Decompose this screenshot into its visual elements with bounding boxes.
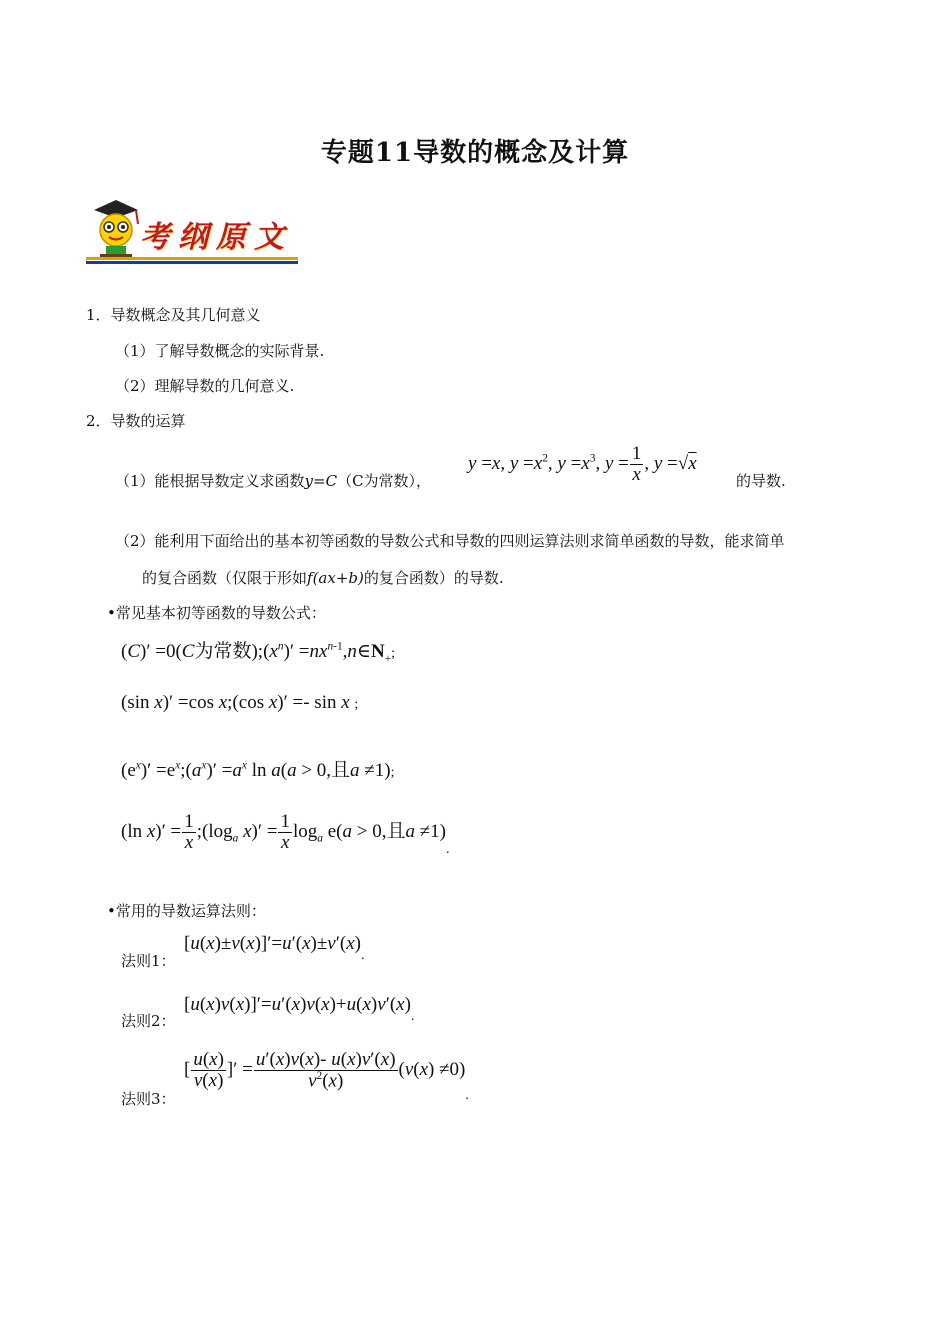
section-2-item-1 [115,470,431,491]
bullet-rules: •常用的导数运算法则： [107,902,266,920]
badge-rule-gold [86,257,298,260]
item-text: （1）能根据导数定义求函数 [115,472,305,490]
rule-2-label: 法则2： [121,1012,176,1030]
rule-2-formula: $[u(x)v(x)]'=u'(x)v(x)+u(x)v'(x)_.$ [184,994,415,1024]
badge-rule-blue [86,261,298,264]
item-text: 的复合函数）的导数. [363,569,504,587]
basic-functions-formula: y =x, $y =x^2$, $y =x^3$, y = $\frac{1}{x}$ , y =√x [468,443,697,485]
section-2-item-1-suffix: 的导数. [736,472,786,490]
syllabus-badge [86,196,300,266]
section-1-item-1: （1）了解导数概念的实际背景. [115,342,325,360]
func-y-c: y=C [304,472,338,490]
rule-1-formula: $[u(x)\pm v(x)]'=u'(x)\pm v'(x)_.$ [184,933,365,963]
section-1-heading: 1．导数概念及其几何意义 [86,306,261,324]
section-2-item-2-line1: （2）能利用下面给出的基本初等函数的导数公式和导数的四则运算法则求简单函数的导数，能求简单 [115,532,785,550]
rule-3-formula: [ $\frac{u(x)}{v(x)}$ ]′ = $\frac{u'(x)v(x)- u(x)v'(x)}{v^2(x)}$ $(v(x) \ne 0)_.$ [184,1049,469,1103]
composite-func: f(ax+b) [307,569,364,587]
rule-3-label: 法则3： [121,1090,176,1108]
page-title: 专题11导数的概念及计算 [320,138,630,168]
formula-trig: (sin x)′ =cos x;(cos x)′ =- sin x ; [121,692,359,713]
rule-1-label: 法则1： [121,952,176,970]
section-2-heading: 2．导数的运算 [86,412,186,430]
formula-constant-power: (C)′ =0(C为常数)$;(x^n)'$ $=nx^{n-1},n\in N_+$; [121,640,396,665]
bullet-formulas: •常见基本初等函数的导数公式： [107,604,326,622]
item-text: （C为常数）， [337,472,432,490]
section-1-item-2: （2）理解导数的几何意义. [115,377,295,395]
formula-logarithm: (ln x)′ = $\frac{1}{x}$ $;(\log_a$ x)′ = $\frac{1}{x}$ $\log_a e(a > 0$,且$a \ne 1)_.$ [121,811,450,857]
badge-label: 考纲原文 [140,220,292,255]
formula-exponential: $(e^x)'$ $=e^x;(a^x)' =a^x$ ln a(a > 0,且a ≠1); [121,759,395,781]
mascot-icon [86,196,142,260]
item-text: 的复合函数（仅限于形如 [142,569,308,587]
section-2-item-2-line2 [142,567,504,588]
